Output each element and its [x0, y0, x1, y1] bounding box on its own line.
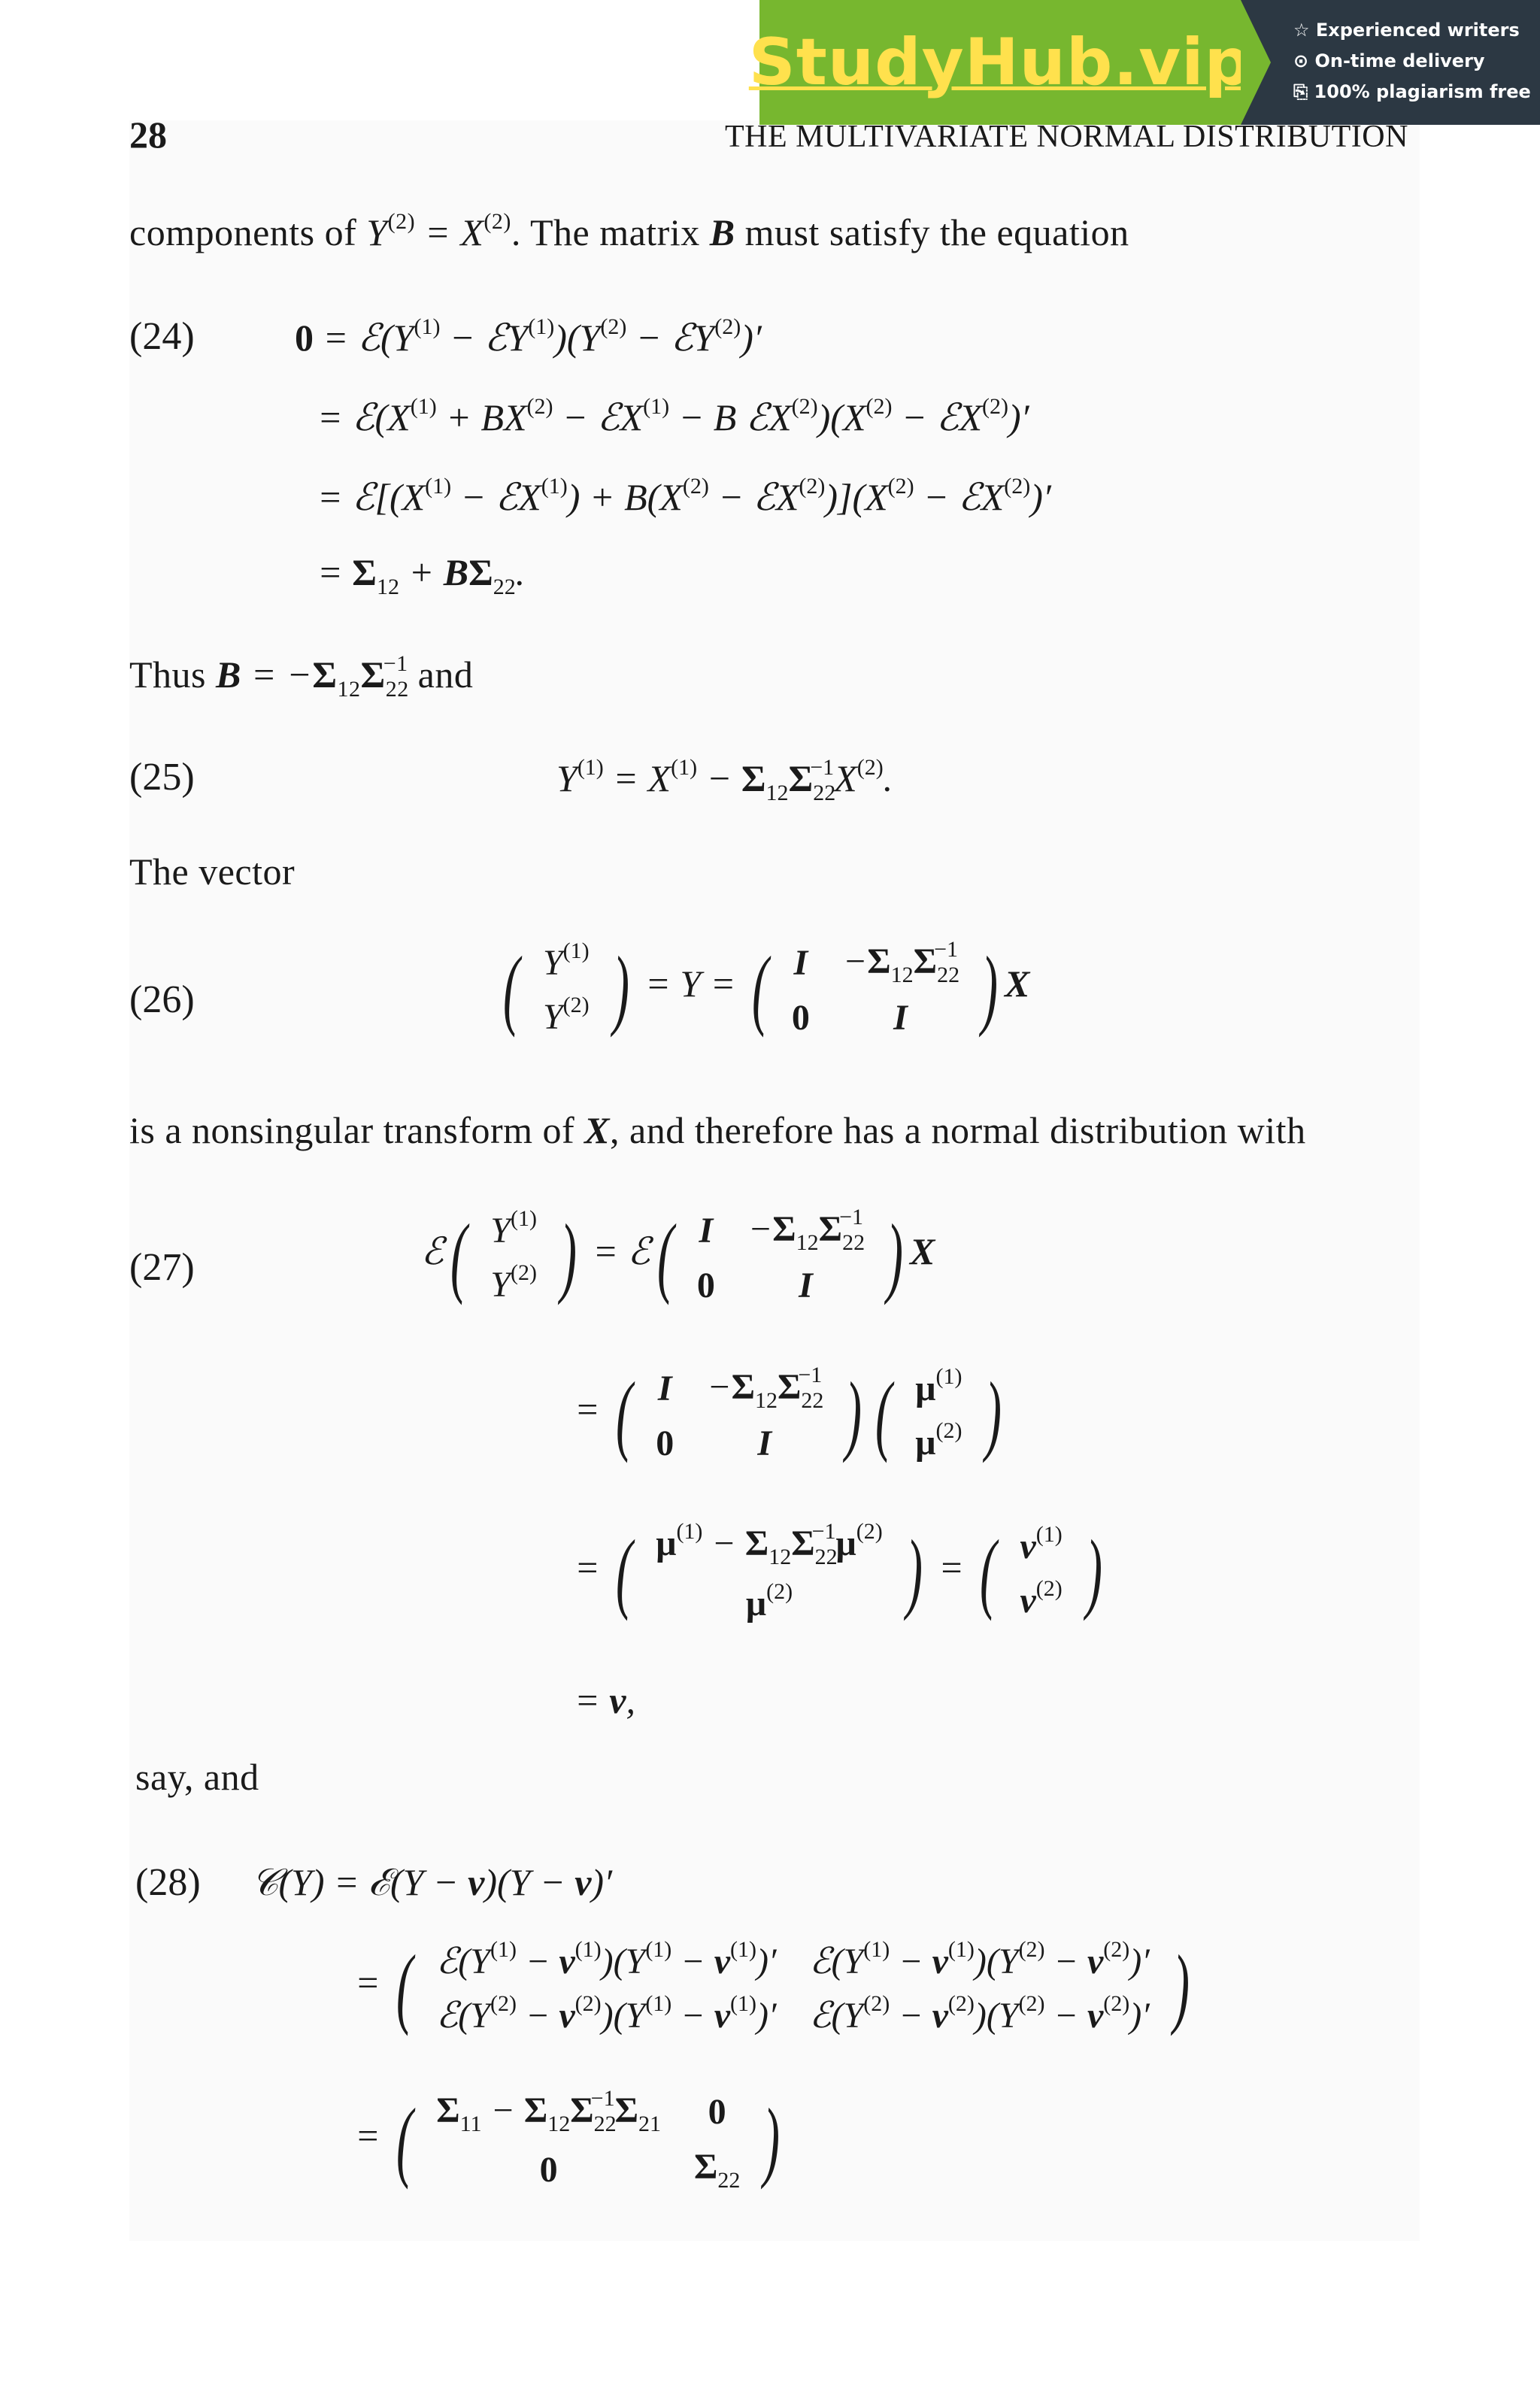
feature-on-time-delivery: ⊙ On-time delivery [1293, 50, 1485, 71]
running-title: THE MULTIVARIATE NORMAL DISTRIBUTION [725, 120, 1408, 154]
equation-28-line-1: 𝒞(Y) = ℰ(Y − ν)(Y − ν)′ [251, 1861, 613, 1903]
intro-text-2: . The matrix [511, 211, 700, 253]
nonsingular-text-1: is a nonsingular transform of [129, 1109, 575, 1151]
equation-number-26: (26) [129, 978, 195, 1021]
matrix-b-symbol: B [709, 211, 735, 253]
thus-math: $B = -\Sigma_{12}\Sigma_{22}^{-1}$ [216, 651, 409, 702]
equation-27-line-1: ℰ( $Y^{(1)}$ $Y^{(2)}$ ) = ℰ( I $-\Sigma_{12}\Sigma_{22}^{-1}$ 0 I ) X [421, 1205, 935, 1305]
equation-24-line-2: = $ℰ(X^{(1)} + BX^{(2)}$ − ℰX$^{(1)}$ − B $ℰX^{(2)})(X^{(2)}$ − ℰX$^{(2)}$)′ [317, 394, 1029, 438]
equation-27-line-3: = ( $\mu^{(1)} - \Sigma_{12}\Sigma_{22}^{-1}\mu^{(2)}$ $\mu^{(2)}$ ) = ( $\nu^{(1)}$ $\nu^{(2)}$ ) [574, 1519, 1102, 1623]
equation-28-line-3: = ( $\Sigma_{11} - \Sigma_{12}\Sigma_{22}^{-1}\Sigma_{21}$ 0 0 $\Sigma_{22}$ ) [355, 2086, 781, 2193]
equation-24-line-3: = $ℰ[(X^{(1)}$ − ℰX$^{(1)}$) + $B(X^{(2)}$ − $ℰX^{(2)})](X^{(2)}$ − ℰX$^{(2)}$)′ [317, 474, 1051, 518]
banner-features [1241, 0, 1540, 125]
equation-number-27: (27) [129, 1246, 195, 1289]
and-text: and [417, 653, 474, 696]
studyhub-banner[interactable] [748, 0, 1540, 125]
the-vector-text: The vector [129, 850, 296, 893]
feature-experienced-writers: ☆ Experienced writers [1293, 20, 1520, 41]
intro-text-3: must satisfy the equation [744, 211, 1129, 253]
page-number: 28 [129, 114, 167, 156]
brand-logo[interactable]: StudyHub.vip [748, 25, 1252, 100]
intro-text-1: components of [129, 211, 357, 253]
feature-plagiarism-free: ⎘ 100% plagiarism free [1293, 81, 1531, 102]
equation-25: $Y^{(1)} = X^{(1)} - \Sigma_{12}\Sigma_{22}^{-1}X^{(2)}$. [556, 755, 893, 805]
equation-27-line-2: = ( I $-\Sigma_{12}\Sigma_{22}^{-1}$ 0 I ) ( $\mu^{(1)}$ $\mu^{(2)}$ ) [574, 1363, 1002, 1463]
equation-28-line-2: = ( $ℰ(Y^{(1)} - \nu^{(1)})(Y^{(1)} - \nu^{(1)})'$ $ℰ(Y^{(1)} - \nu^{(1)})(Y^{(2)} - \nu^{(2)})'$ $ℰ(Y^{(2)} - \nu^{(2)})(Y^{(1)} - \nu^{(1)})'$ $ℰ(Y^{(2)} - \nu^{(2)})(Y^{(2)} - \nu^{(2)})'$ ) [355, 1936, 1190, 2036]
thus-line [129, 651, 473, 702]
nonsingular-text-2: , and therefore has a normal distribution with [610, 1109, 1306, 1151]
nonsingular-line: is a nonsingular transform of X, and therefore has a normal distribution with [129, 1109, 1306, 1151]
equation-number-25: (25) [129, 756, 195, 799]
equation-24-line-1: $0 = ℰ(Y^{(1)}$ − $ℰY^{(1)})(Y^{(2)}$ − ℰY$^{(2)}$)′ [295, 314, 762, 359]
thus-text: Thus [129, 653, 206, 696]
equation-26: ( $Y^{(1)}$ $Y^{(2)}$ ) = Y = ( I $-\Sigma_{12}\Sigma_{22}^{-1}$ 0 I ) X [502, 937, 1030, 1038]
equation-27-line-4: = ν, [574, 1679, 635, 1721]
intro-line [129, 209, 1129, 254]
equation-number-24: (24) [129, 315, 195, 358]
equation-number-28: (28) [135, 1861, 201, 1904]
equation-24-line-4: = $\Sigma_{12} + B\Sigma_{22}$. [317, 551, 526, 599]
intro-math-y2: $Y^{(2)} = X^{(2)}$ [366, 209, 511, 253]
say-and-text: say, and [135, 1756, 259, 1798]
banner-logo-area[interactable] [748, 0, 1252, 125]
